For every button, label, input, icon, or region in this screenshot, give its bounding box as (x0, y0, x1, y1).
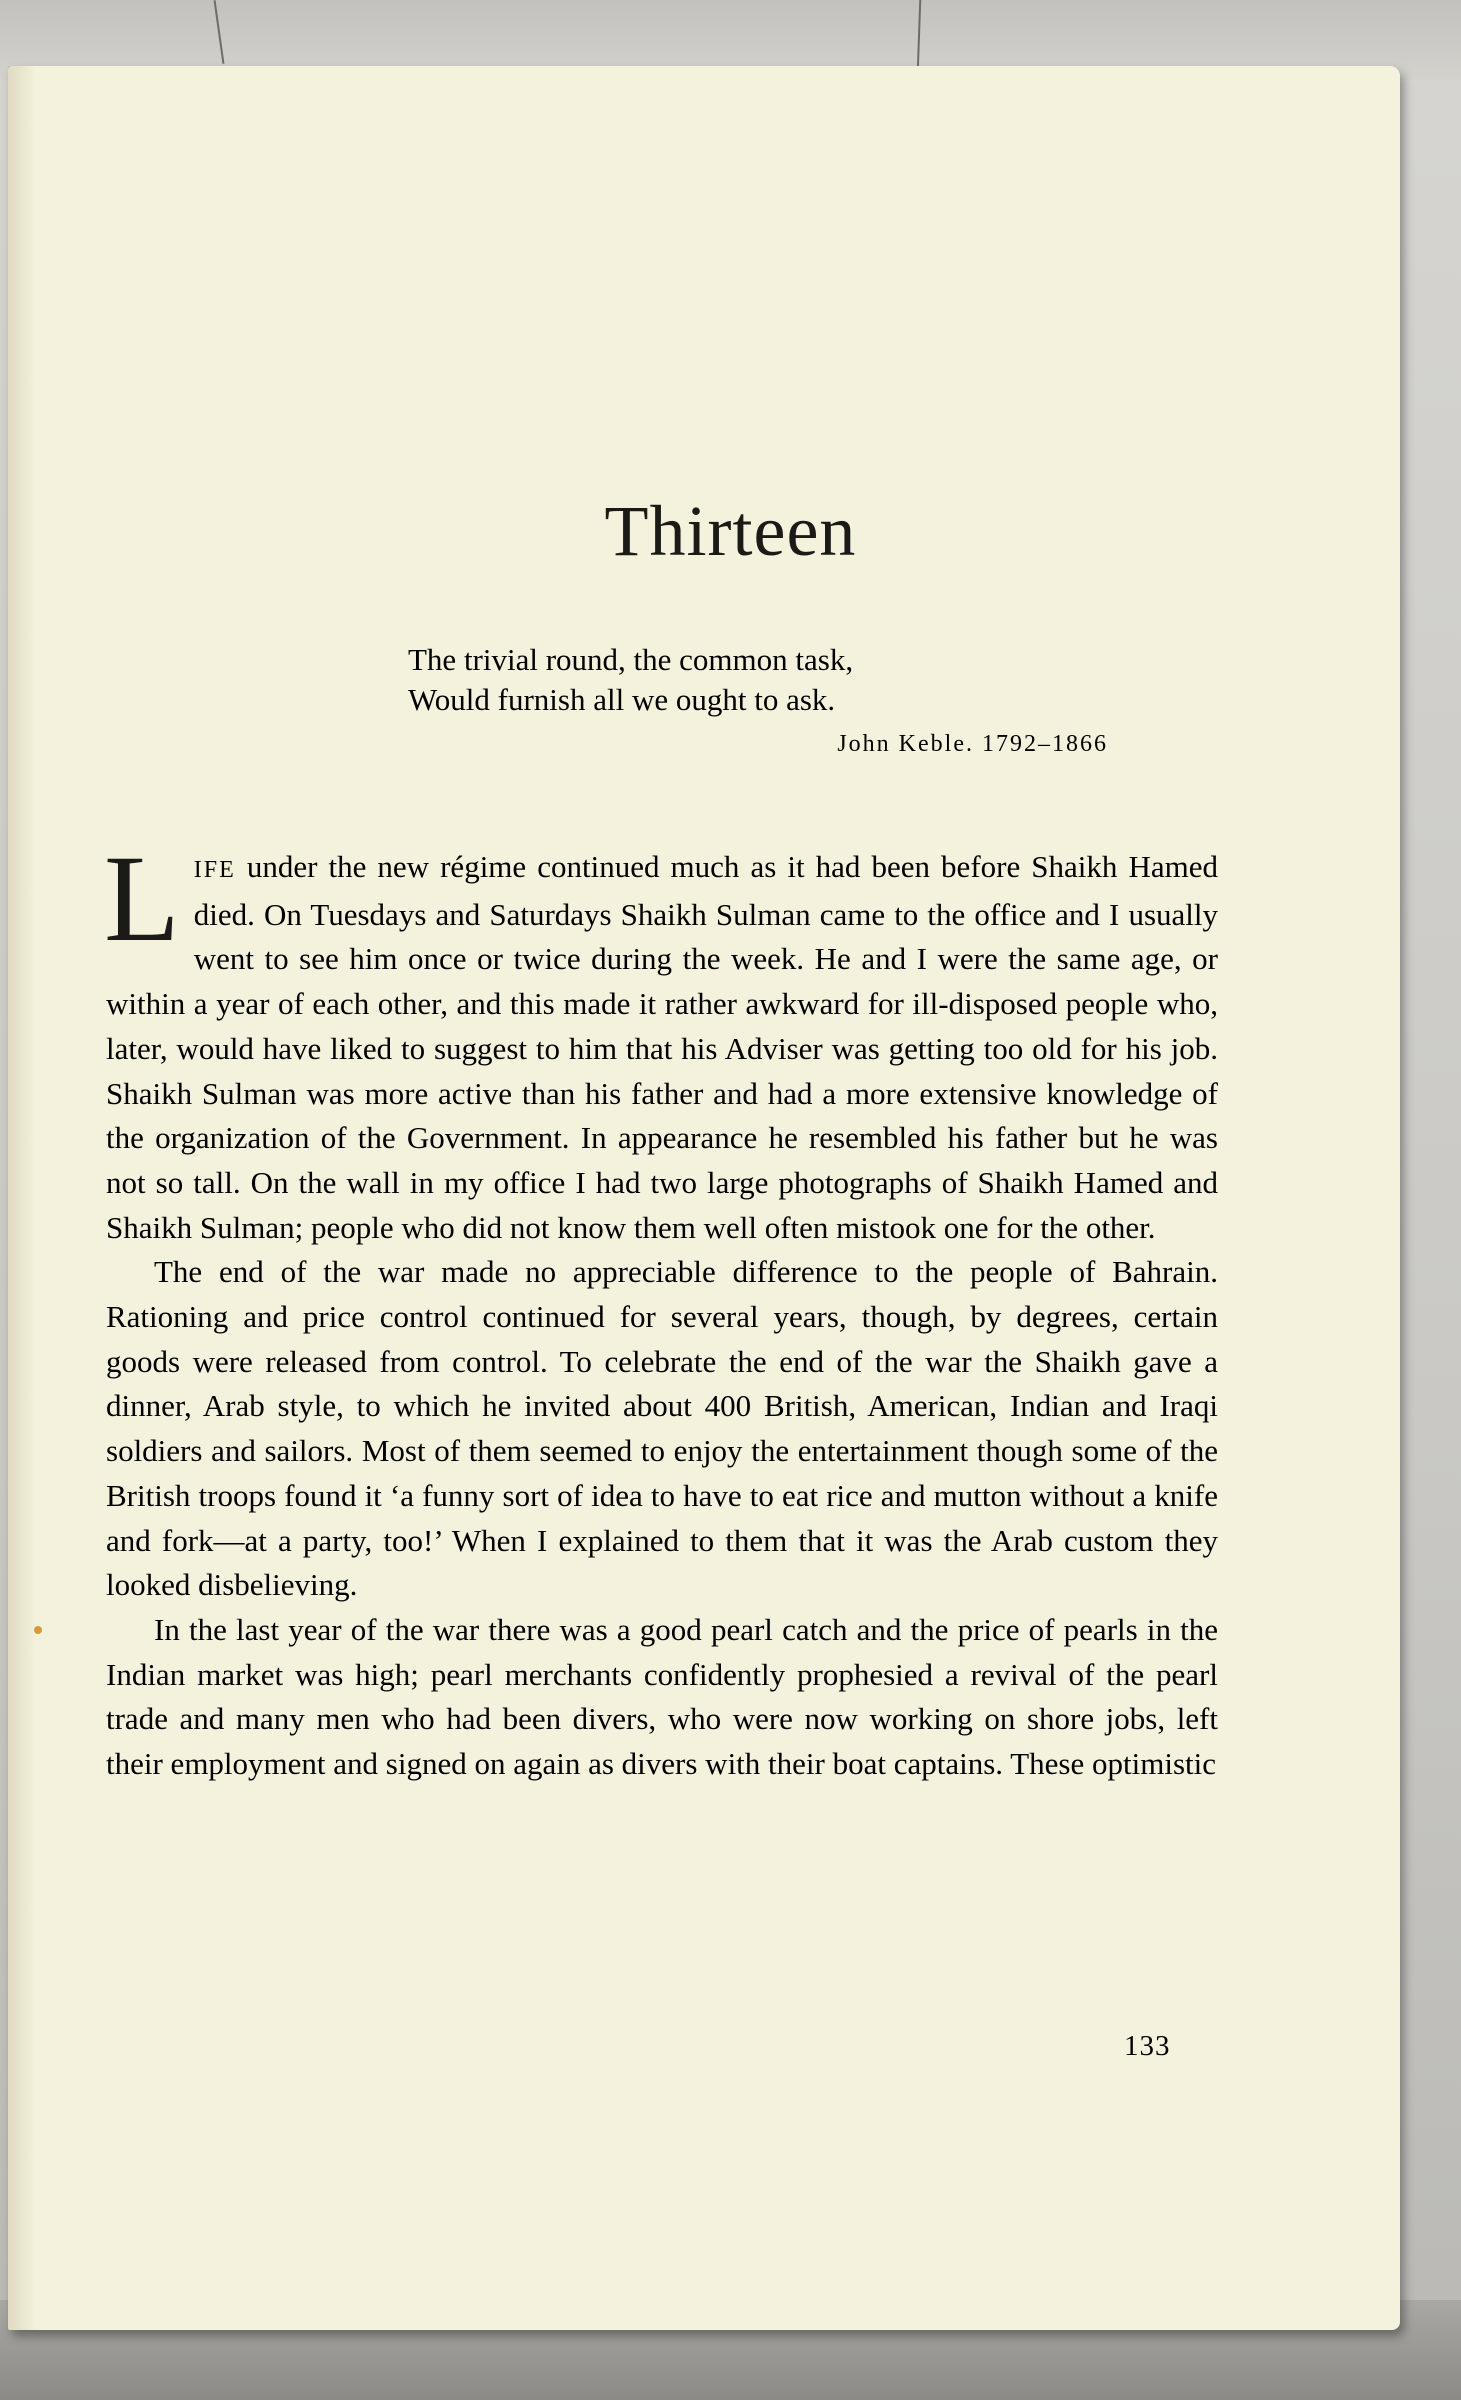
paragraph-text: under the new régime continued much as it had been before Shaikh Hamed died. On Tuesdays and Saturdays Shaikh Sulman came to the office and I usually went to see him once or twice during the week. He and I were the same age, or within a year of each other, and this made it rather awkward for ill-disposed people who, later, would have liked to suggest to him that his Adviser was getting too old for his job. Shaikh Sulman was more active than his father and had a more extensive knowledge of the organization of the Government. In appearance he resembled his father but he was not so tall. On the wall in my office I had two large photographs of Shaikh Hamed and Shaikh Sulman; people who did not know them well often mistook one for the other. (106, 849, 1218, 1245)
epigraph-line: The trivial round, the common task, (408, 642, 854, 677)
page-number: 133 (1124, 2030, 1171, 2062)
paragraph (104, 830, 1218, 1250)
epigraph-line: Would furnish all we ought to ask. (408, 682, 836, 717)
body-text (104, 830, 1218, 1787)
paragraph: In the last year of the war there was a good pearl catch and the price of pearls in the Indian market was high; pearl merchants confidently prophesied a revival of the pearl trade and many men who had been divers, who were now working on shore jobs, left their employment and signed on again as divers with their boat captains. These optimistic (106, 1611, 1218, 1782)
paragraph-lead: IFE (193, 857, 236, 883)
chapter-title: Thirteen (604, 491, 857, 571)
epigraph-attribution (408, 722, 1108, 764)
epigraph (408, 640, 1108, 764)
drop-cap: L (104, 830, 180, 967)
paper-stain (34, 1626, 42, 1634)
paragraph: The end of the war made no appreciable difference to the people of Bahrain. Rationing and price control continued for several years, though, by degrees, certain goods were released from control. To celebrate the end of the war the Shaikh gave a dinner, Arab style, to which he invited about 400 British, American, Indian and Iraqi soldiers and sailors. Most of them seemed to enjoy the entertainment though some of the British troops found it ‘a funny sort of idea to have to eat rice and mutton without a knife and fork—at a party, too!’ When I explained to them that it was the Arab custom they looked disbelieving. (106, 1254, 1218, 1603)
epigraph-source: John Keble. 1792–1866 (837, 731, 1108, 757)
